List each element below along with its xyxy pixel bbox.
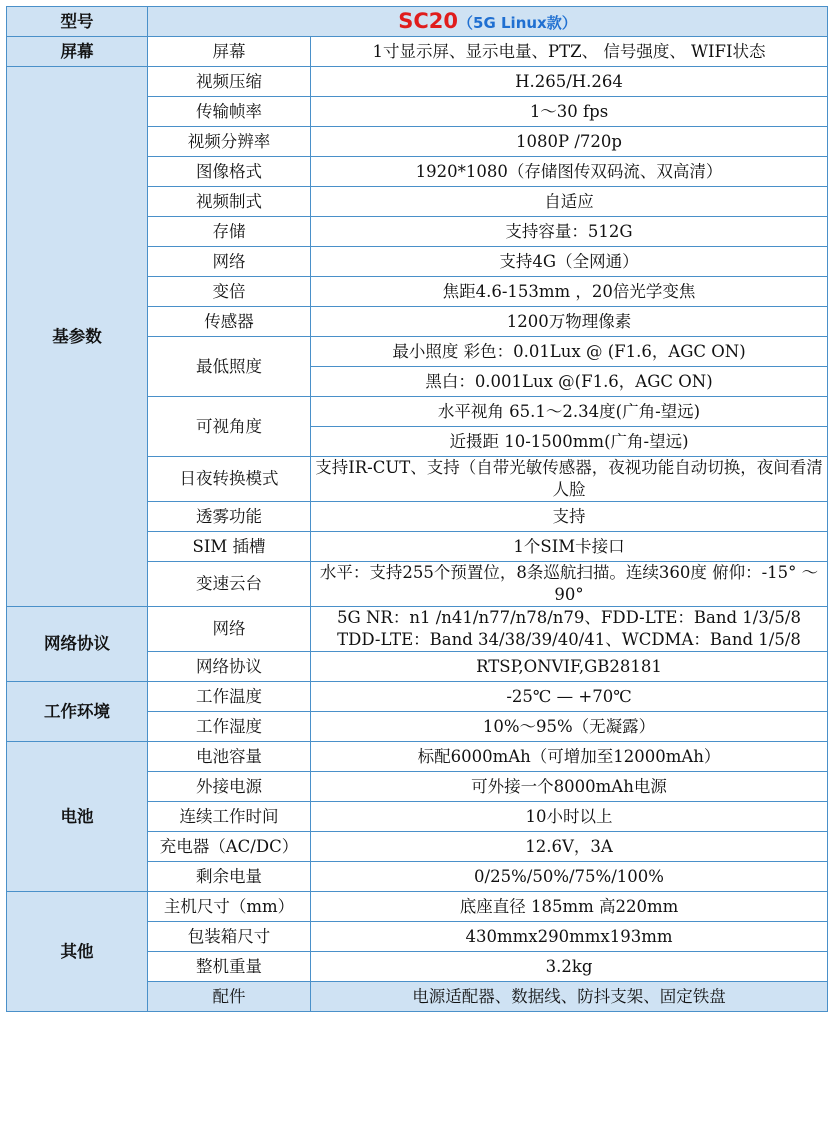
spec-value: 支持容量：512G xyxy=(311,217,828,247)
spec-value: 1080P /720p xyxy=(311,127,828,157)
spec-label: 工作湿度 xyxy=(148,712,311,742)
spec-value: 5G NR：n1 /n41/n77/n78/n79、FDD-LTE：Band 1/3/5/8 TDD-LTE：Band 34/38/39/40/41、WCDMA：Band 1/5/8 xyxy=(311,607,828,652)
spec-value: H.265/H.264 xyxy=(311,67,828,97)
table-row xyxy=(7,37,828,67)
spec-value: 支持IR-CUT、支持（自带光敏传感器，夜视功能自动切换，夜间看清人脸 xyxy=(311,457,828,502)
table-row xyxy=(7,742,828,772)
spec-value: 0/25%/50%/75%/100% xyxy=(311,862,828,892)
spec-label: 主机尺寸（mm） xyxy=(148,892,311,922)
category-environment: 工作环境 xyxy=(7,682,148,742)
spec-label: 网络协议 xyxy=(148,652,311,682)
spec-label: 图像格式 xyxy=(148,157,311,187)
spec-value: 近摄距 10-1500mm(广角-望远) xyxy=(311,427,828,457)
category-screen: 屏幕 xyxy=(7,37,148,67)
spec-value: 底座直径 185mm 高220mm xyxy=(311,892,828,922)
category-basic: 基参数 xyxy=(7,67,148,607)
model-key-label: 型号 xyxy=(7,7,148,37)
spec-label: 屏幕 xyxy=(148,37,311,67)
spec-value: 可外接一个8000mAh电源 xyxy=(311,772,828,802)
spec-value: 10小时以上 xyxy=(311,802,828,832)
category-protocol: 网络协议 xyxy=(7,607,148,682)
table-row xyxy=(7,67,828,97)
header-row xyxy=(7,7,828,37)
spec-label: 传感器 xyxy=(148,307,311,337)
spec-value: 10%～95%（无凝露） xyxy=(311,712,828,742)
spec-value: 标配6000mAh（可增加至12000mAh） xyxy=(311,742,828,772)
spec-label: 外接电源 xyxy=(148,772,311,802)
spec-value: 430mmx290mmx193mm xyxy=(311,922,828,952)
spec-label: 视频制式 xyxy=(148,187,311,217)
spec-value: 自适应 xyxy=(311,187,828,217)
model-suffix: （5G Linux款） xyxy=(458,13,577,32)
spec-value: 12.6V，3A xyxy=(311,832,828,862)
spec-label: 视频压缩 xyxy=(148,67,311,97)
spec-value: 1寸显示屏、显示电量、PTZ、 信号强度、 WIFI状态 xyxy=(311,37,828,67)
spec-value: 支持4G（全网通） xyxy=(311,247,828,277)
spec-value: 水平：支持255个预置位，8条巡航扫描。连续360度 俯仰：-15° ～90° xyxy=(311,562,828,607)
spec-table xyxy=(6,6,828,1012)
spec-value: 黑白：0.001Lux @(F1.6，AGC ON) xyxy=(311,367,828,397)
spec-value: RTSP,ONVIF,GB28181 xyxy=(311,652,828,682)
spec-value: 1200万物理像素 xyxy=(311,307,828,337)
spec-label: 最低照度 xyxy=(148,337,311,397)
spec-label: 网络 xyxy=(148,607,311,652)
spec-value: -25℃ — +70℃ xyxy=(311,682,828,712)
table-row xyxy=(7,682,828,712)
model-title xyxy=(148,7,828,37)
spec-value: 3.2kg xyxy=(311,952,828,982)
category-other: 其他 xyxy=(7,892,148,1012)
spec-label: 可视角度 xyxy=(148,397,311,457)
spec-label: 工作温度 xyxy=(148,682,311,712)
spec-value: 电源适配器、数据线、防抖支架、固定铁盘 xyxy=(311,982,828,1012)
spec-value: 1～30 fps xyxy=(311,97,828,127)
table-row xyxy=(7,892,828,922)
spec-value: 1个SIM卡接口 xyxy=(311,532,828,562)
spec-value: 最小照度 彩色：0.01Lux @ (F1.6，AGC ON) xyxy=(311,337,828,367)
spec-label: 日夜转换模式 xyxy=(148,457,311,502)
spec-label: 剩余电量 xyxy=(148,862,311,892)
spec-label: 配件 xyxy=(148,982,311,1012)
table-row xyxy=(7,607,828,652)
spec-label: 传输帧率 xyxy=(148,97,311,127)
spec-label: 电池容量 xyxy=(148,742,311,772)
model-name: SC20 xyxy=(398,8,459,33)
spec-value: 焦距4.6-153mm ，20倍光学变焦 xyxy=(311,277,828,307)
category-battery: 电池 xyxy=(7,742,148,892)
spec-label: 变倍 xyxy=(148,277,311,307)
spec-label: 变速云台 xyxy=(148,562,311,607)
spec-label: 充电器（AC/DC） xyxy=(148,832,311,862)
spec-value: 1920*1080（存储图传双码流、双高清） xyxy=(311,157,828,187)
spec-value: 水平视角 65.1～2.34度(广角-望远) xyxy=(311,397,828,427)
spec-value: 支持 xyxy=(311,502,828,532)
spec-label: 视频分辨率 xyxy=(148,127,311,157)
spec-label: 网络 xyxy=(148,247,311,277)
spec-label: 透雾功能 xyxy=(148,502,311,532)
spec-label: 连续工作时间 xyxy=(148,802,311,832)
spec-label: 整机重量 xyxy=(148,952,311,982)
spec-label: 存储 xyxy=(148,217,311,247)
spec-label: 包装箱尺寸 xyxy=(148,922,311,952)
spec-label: SIM 插槽 xyxy=(148,532,311,562)
